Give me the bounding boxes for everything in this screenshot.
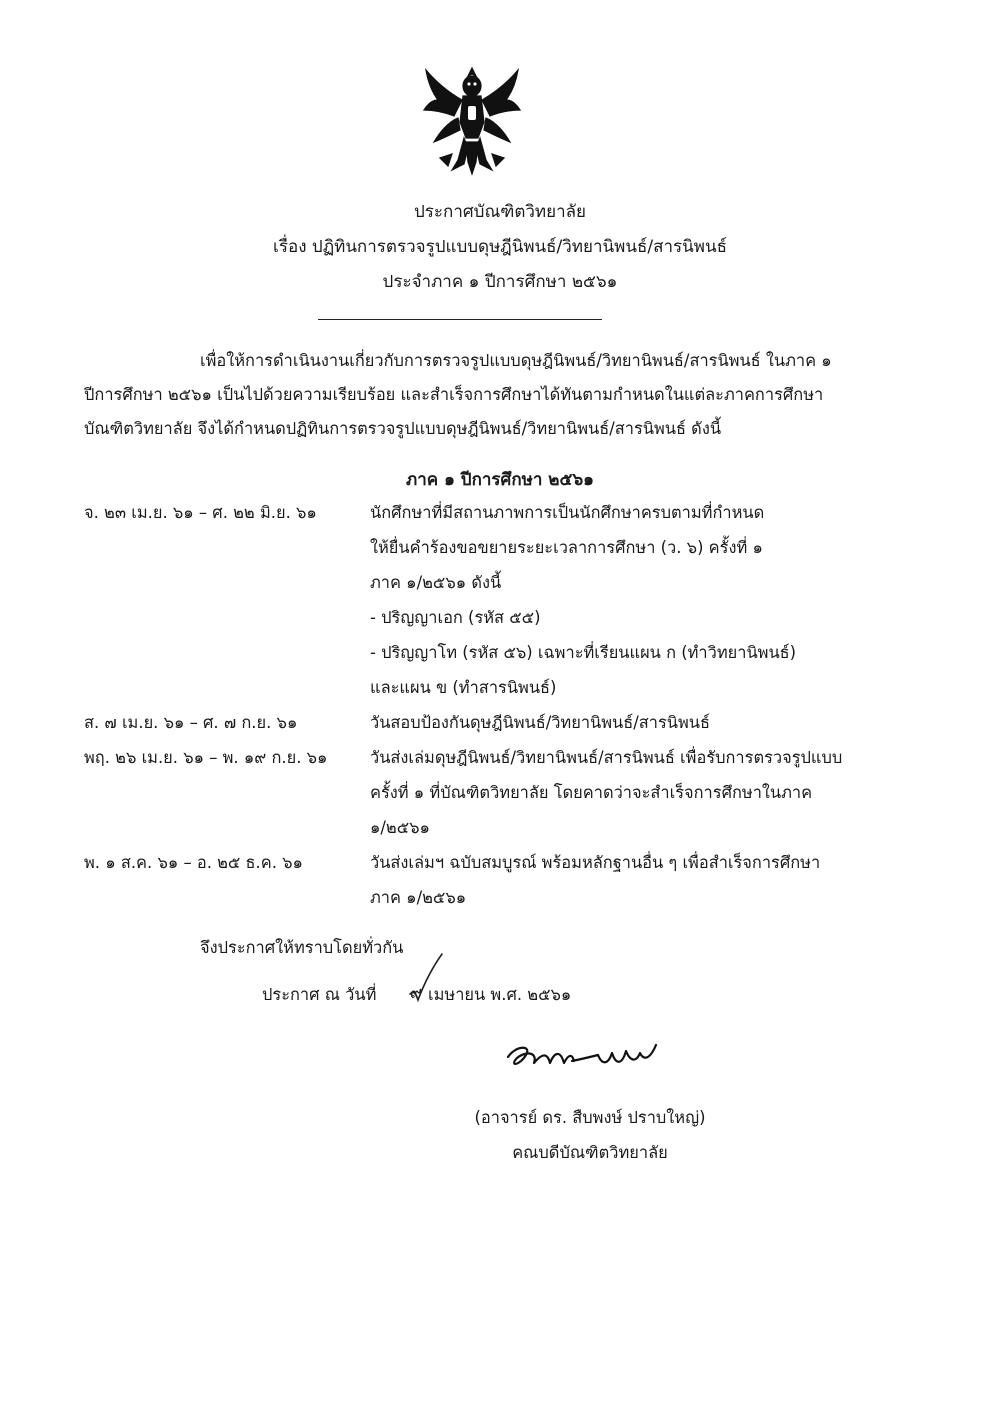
- schedule-date-1: จ. ๒๓ เม.ย. ๖๑ – ศ. ๒๒ มิ.ย. ๖๑: [84, 503, 317, 522]
- proclaimed-day: ๙: [410, 983, 423, 1002]
- schedule-date-3: พฤ. ๒๖ เม.ย. ๖๑ – พ. ๑๙ ก.ย. ๖๑: [84, 748, 328, 767]
- intro-line-1: เพื่อให้การดำเนินงานเกี่ยวกับการตรวจรูปแบบดุษฎีนิพนธ์/วิทยานิพนธ์/สารนิพนธ์ ในภาค ๑: [200, 351, 832, 370]
- intro-line-3: บัณฑิตวิทยาลัย จึงได้กำหนดปฏิทินการตรวจรูปแบบดุษฎีนิพนธ์/วิทยานิพนธ์/สารนิพนธ์ ดังนี้: [84, 419, 722, 438]
- title-divider: [318, 319, 602, 320]
- semester-heading: ภาค ๑ ปีการศึกษา ๒๕๖๑: [406, 470, 594, 490]
- schedule-item-3-line-1: วันส่งเล่มดุษฎีนิพนธ์/วิทยานิพนธ์/สารนิพนธ์ เพื่อรับการตรวจรูปแบบ: [370, 748, 843, 767]
- signer-position: คณบดีบัณฑิตวิทยาลัย: [512, 1143, 668, 1162]
- schedule-item-3-line-2: ครั้งที่ ๑ ที่บัณฑิตวิทยาลัย โดยคาดว่าจะสำเร็จการศึกษาในภาค: [370, 783, 813, 802]
- schedule-item-4-line-2: ภาค ๑/๒๕๖๑: [370, 888, 467, 907]
- announcement-subject: เรื่อง ปฏิทินการตรวจรูปแบบดุษฎีนิพนธ์/วิทยานิพนธ์/สารนิพนธ์: [273, 237, 727, 257]
- intro-line-2: ปีการศึกษา ๒๕๖๑ เป็นไปด้วยความเรียบร้อย และสำเร็จการศึกษาได้ทันตามกำหนดในแต่ละภาคการศึกษา: [84, 385, 824, 404]
- schedule-item-1-line-5: - ปริญญาโท (รหัส ๕๖) เฉพาะที่เรียนแผน ก (ทำวิทยานิพนธ์): [370, 643, 797, 662]
- garuda-emblem: [418, 62, 526, 180]
- schedule-item-1-line-3: ภาค ๑/๒๕๖๑ ดังนี้: [370, 573, 502, 592]
- schedule-item-1-line-1: นักศึกษาที่มีสถานภาพการเป็นนักศึกษาครบตามที่กำหนด: [370, 503, 765, 522]
- announcement-org: ประกาศบัณฑิตวิทยาลัย: [413, 202, 587, 222]
- schedule-item-2-line-1: วันสอบป้องกันดุษฎีนิพนธ์/วิทยานิพนธ์/สารนิพนธ์: [370, 713, 711, 732]
- schedule-date-4: พ. ๑ ส.ค. ๖๑ – อ. ๒๕ ธ.ค. ๖๑: [84, 853, 303, 872]
- schedule-item-1-line-2: ให้ยื่นคำร้องขอขยายระยะเวลาการศึกษา (ว. ๖) ครั้งที่ ๑: [370, 538, 763, 557]
- signature: [502, 1035, 662, 1077]
- schedule-item-3-line-3: ๑/๒๕๖๑: [370, 818, 430, 837]
- proclaimed-month-year: เมษายน พ.ศ. ๒๕๖๑: [428, 985, 572, 1004]
- closing-statement: จึงประกาศให้ทราบโดยทั่วกัน: [200, 938, 404, 957]
- schedule-item-1-line-6: และแผน ข (ทำสารนิพนธ์): [370, 678, 557, 697]
- schedule-date-2: ส. ๗ เม.ย. ๖๑ – ศ. ๗ ก.ย. ๖๑: [84, 713, 298, 732]
- signer-name: (อาจารย์ ดร. สืบพงษ์ ปราบใหญ่): [474, 1108, 706, 1127]
- proclaimed-prefix: ประกาศ ณ วันที่: [262, 985, 377, 1004]
- schedule-item-1-line-4: - ปริญญาเอก (รหัส ๕๕): [370, 608, 541, 627]
- schedule-item-4-line-1: วันส่งเล่มฯ ฉบับสมบูรณ์ พร้อมหลักฐานอื่น ๆ เพื่อสำเร็จการศึกษา: [370, 853, 821, 872]
- announcement-term: ประจำภาค ๑ ปีการศึกษา ๒๕๖๑: [382, 272, 618, 292]
